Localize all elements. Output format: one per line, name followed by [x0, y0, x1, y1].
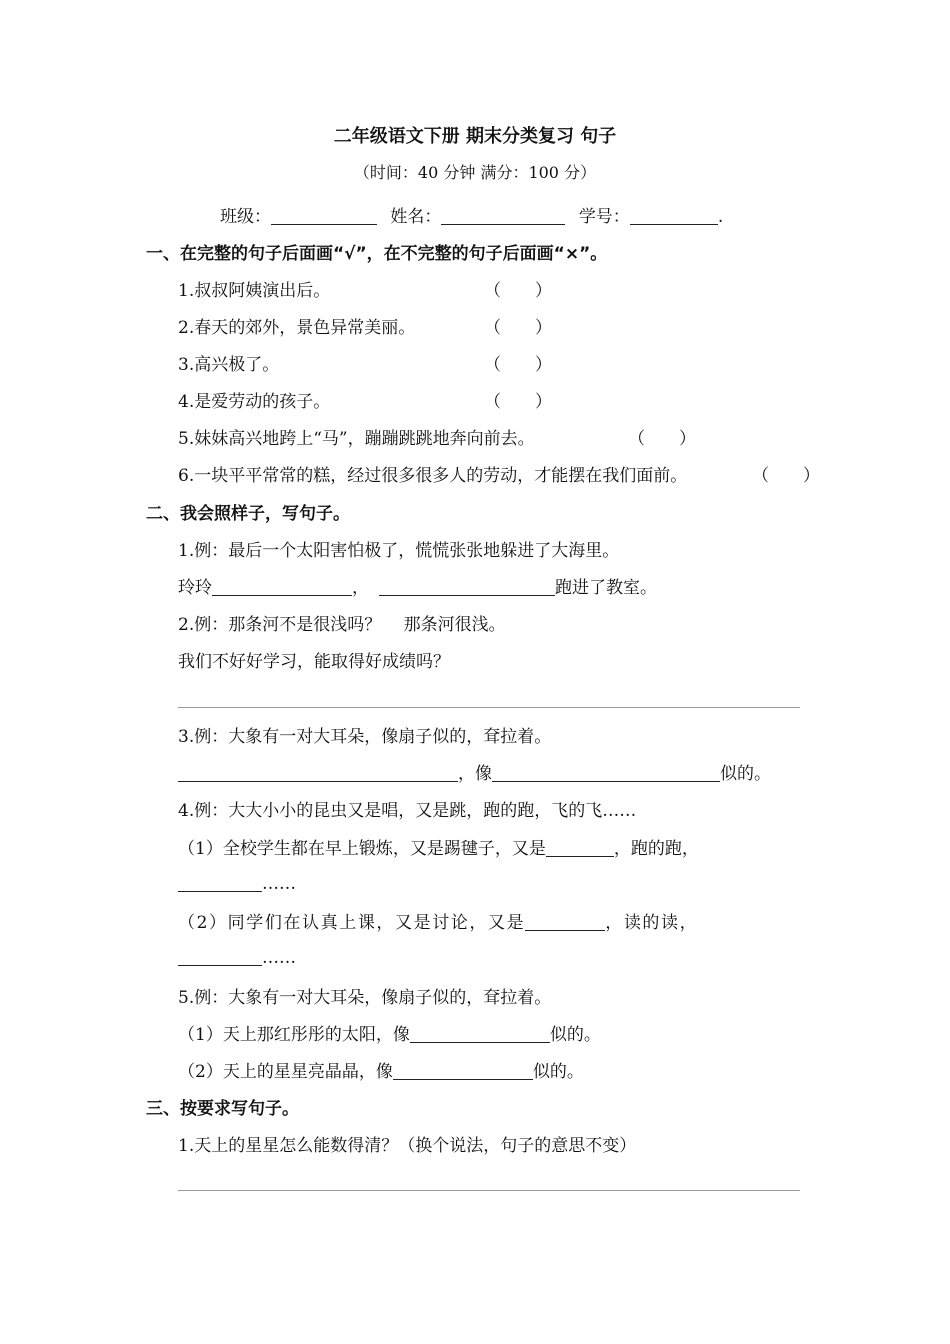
s2-q3-answer-row: ，像 似的。	[178, 763, 771, 785]
s2-q4-2-blank-2[interactable]	[178, 949, 262, 966]
s3-q1-answer-line[interactable]	[178, 1190, 800, 1191]
s2-q5-1-blank[interactable]	[410, 1026, 550, 1043]
section-3-heading: 三、按要求写句子。	[146, 1099, 299, 1119]
s2-q5-2-row: （2）天上的星星亮晶晶，像 似的。	[178, 1062, 584, 1082]
s2-q3-example: 3.例：大象有一对大耳朵，像扇子似的，耷拉着。	[178, 727, 552, 747]
s2-q1-blank-1[interactable]	[212, 579, 352, 596]
s2-q4-2-blank-1[interactable]	[525, 914, 605, 931]
s2-q4-1-blank-1[interactable]	[546, 840, 614, 857]
s2-q4-1-row-2: ……	[178, 873, 296, 895]
page-title: 二年级语文下册 期末分类复习 句子	[333, 126, 617, 147]
s2-q4-2-row: （2）同学们在认真上课，又是讨论，又是 ，读的读，	[178, 913, 699, 933]
class-blank[interactable]	[271, 208, 377, 225]
id-label: 学号：	[578, 207, 630, 227]
s2-q2-example: 2.例：那条河不是很浅吗？ 那条河很浅。	[178, 615, 506, 635]
name-label: 姓名：	[390, 207, 442, 227]
name-blank[interactable]	[441, 208, 565, 225]
s2-q4-1-row: （1）全校学生都在早上锻炼，又是踢毽子，又是 ，跑的跑，	[178, 839, 699, 859]
section-2-heading: 二、我会照样子，写句子。	[146, 504, 350, 524]
section-1-heading: 一、在完整的句子后面画“√”，在不完整的句子后面画“×”。	[146, 244, 608, 264]
s2-q3-blank-2[interactable]	[492, 765, 720, 782]
s2-q4-example: 4.例：大大小小的昆虫又是唱，又是跳，跑的跑，飞的飞……	[178, 801, 637, 821]
s2-q3-blank-1[interactable]	[178, 765, 458, 782]
s2-q4-1-blank-2[interactable]	[178, 875, 262, 892]
s1-answer-3[interactable]: （ ）	[484, 355, 552, 375]
s2-q5-example: 5.例：大象有一对大耳朵，像扇子似的，耷拉着。	[178, 988, 552, 1008]
class-label: 班级：	[220, 207, 271, 227]
s3-q1: 1.天上的星星怎么能数得清？（换个说法，句子的意思不变）	[178, 1136, 637, 1156]
s1-item-2: 2.春天的郊外，景色异常美丽。	[178, 318, 416, 338]
s2-q5-2-blank[interactable]	[393, 1063, 533, 1080]
s2-q1-example: 1.例：最后一个太阳害怕极了，慌慌张张地躲进了大海里。	[178, 541, 620, 561]
s1-answer-1[interactable]: （ ）	[484, 281, 552, 301]
s1-answer-2[interactable]: （ ）	[484, 318, 552, 338]
exam-info: （时间：40 分钟 满分：100 分）	[353, 163, 597, 182]
s2-q2-prompt: 我们不好好学习，能取得好成绩吗？	[178, 652, 450, 672]
s1-item-5: 5.妹妹高兴地跨上“马”，蹦蹦跳跳地奔向前去。	[178, 429, 535, 449]
s2-q1-answer-row: 玲玲 ， 跑进了教室。	[178, 578, 657, 598]
student-info-row: 班级： 姓名： 学号： .	[220, 207, 724, 227]
s2-q5-1-row: （1）天上那红彤彤的太阳，像 似的。	[178, 1025, 601, 1045]
s1-answer-5[interactable]: （ ）	[628, 429, 696, 449]
s2-q4-2-row-2: ……	[178, 947, 296, 969]
s1-item-4: 4.是爱劳动的孩子。	[178, 392, 331, 412]
s1-item-3: 3.高兴极了。	[178, 355, 280, 375]
s1-answer-4[interactable]: （ ）	[484, 392, 552, 412]
id-blank[interactable]	[630, 208, 718, 225]
s2-q2-answer-line[interactable]	[178, 707, 800, 708]
s1-item-1: 1.叔叔阿姨演出后。	[178, 281, 331, 301]
s1-answer-6[interactable]: （ ）	[752, 466, 820, 486]
s1-item-6: 6.一块平平常常的糕，经过很多很多人的劳动，才能摆在我们面前。	[178, 466, 688, 486]
s2-q1-blank-2[interactable]	[379, 579, 555, 596]
